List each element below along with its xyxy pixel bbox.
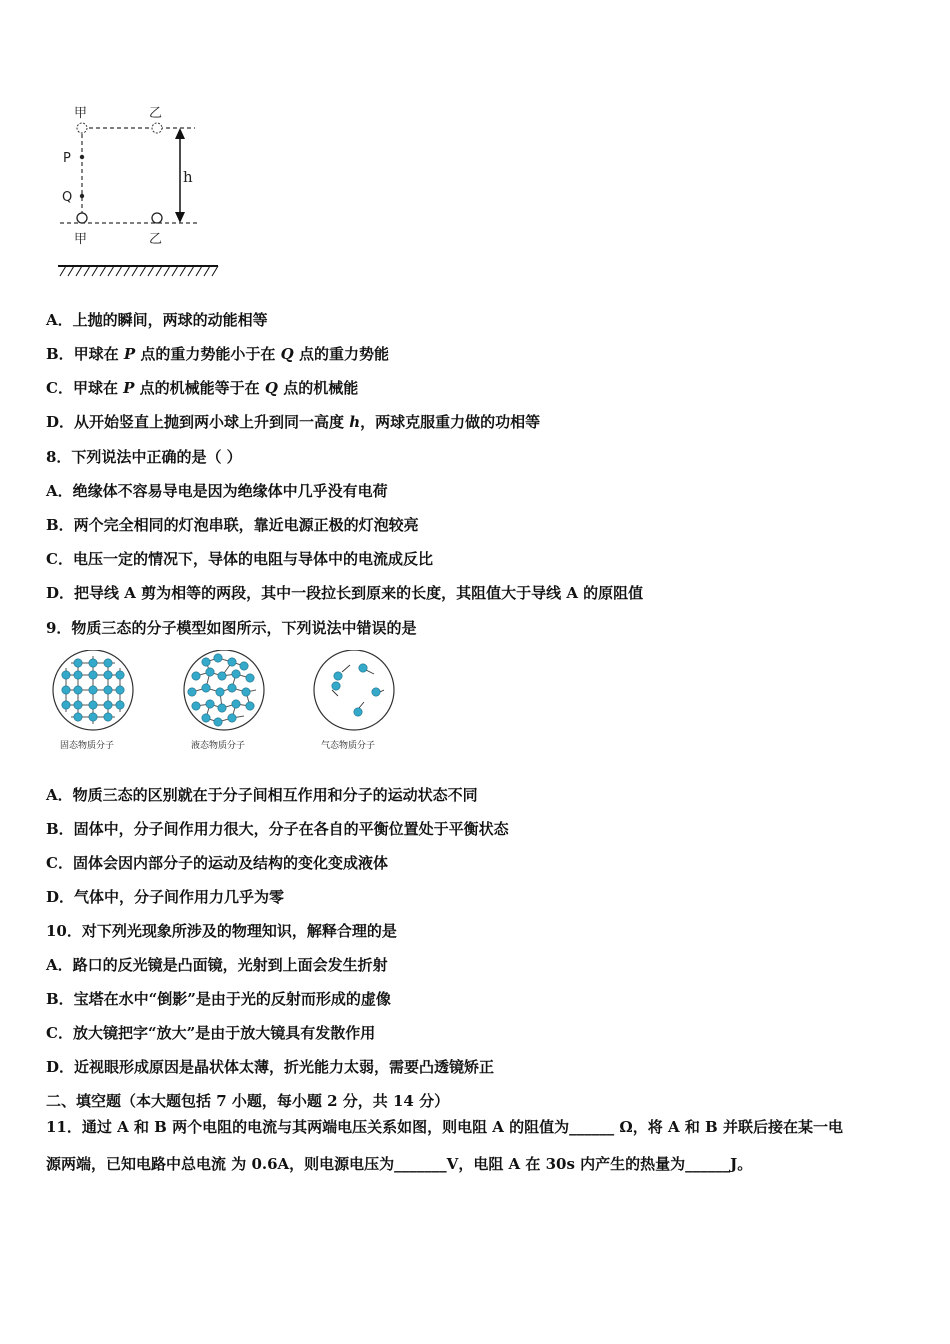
q9-option-d: D．气体中，分子间作用力几乎为零 [46,888,285,906]
q9-stem: 9．物质三态的分子模型如图所示，下列说法中错误的是 [46,619,417,637]
q7-option-d: D．从开始竖直上抛到两小球上升到同一高度 h，两球克服重力做的功相等 [46,413,541,431]
gas-model [314,650,394,751]
q8-option-a: A．绝缘体不容易导电是因为绝缘体中几乎没有电荷 [46,482,388,500]
caption-liquid: 液态物质分子 [191,741,246,751]
height-arrow-bottom [175,212,185,223]
solid-model [53,650,133,751]
label-q: Q [62,190,73,205]
label-jia-top: 甲 [74,106,88,121]
molecule-models [46,650,406,755]
projectile-diagram [50,98,230,283]
q7-option-b: B．甲球在 P 点的重力势能小于在 Q 点的重力势能 [46,345,389,363]
section-heading: 二、填空题（本大题包括 7 小题，每小题 2 分，共 14 分） [46,1092,450,1110]
q7-option-c: C．甲球在 P 点的机械能等于在 Q 点的机械能 [46,379,359,397]
q9-option-c: C．固体会因内部分子的运动及结构的变化变成液体 [46,854,388,872]
q10-option-d: D．近视眼形成原因是晶状体太薄，折光能力太弱，需要凸透镜矫正 [46,1058,495,1076]
q10-stem: 10．对下列光现象所涉及的物理知识，解释合理的是 [46,922,397,940]
q10-option-b: B．宝塔在水中“倒影”是由于光的反射而形成的虚像 [46,990,391,1008]
q9-option-a: A．物质三态的区别就在于分子间相互作用和分子的运动状态不同 [46,786,478,804]
q7-option-a: A．上抛的瞬间，两球的动能相等 [46,311,268,329]
ball-yi-top [152,123,162,133]
q8-option-c: C．电压一定的情况下，导体的电阻与导体中的电流成反比 [46,550,433,568]
q11-line-2: 源两端，已知电路中总电流 为 0.6A，则电源电压为_______V，电阻 A 在 30s 内产生的热量为______J。 [46,1155,753,1173]
ball-yi-bottom [152,213,162,223]
height-arrow-top [175,128,185,139]
label-jia-bottom: 甲 [74,232,88,247]
q10-option-a: A．路口的反光镜是凸面镜，光射到上面会发生折射 [46,956,388,974]
caption-gas: 气态物质分子 [321,741,376,751]
label-yi-bottom: 乙 [149,232,163,247]
label-yi-top: 乙 [149,106,163,121]
point-q [80,194,84,198]
caption-solid: 固态物质分子 [60,741,115,751]
q9-option-b: B．固体中，分子间作用力很大，分子在各自的平衡位置处于平衡状态 [46,820,509,838]
q8-option-b: B．两个完全相同的灯泡串联，靠近电源正极的灯泡较亮 [46,516,419,534]
label-h: h [183,168,193,186]
ball-jia-top [77,123,87,133]
point-p [80,155,84,159]
q11-line-1: 11．通过 A 和 B 两个电阻的电流与其两端电压关系如图，则电阻 A 的阻值为______ Ω，将 A 和 B 并联后接在某一电 [46,1118,843,1136]
q8-stem: 8．下列说法中正确的是（ ） [46,448,242,466]
liquid-model [184,650,264,751]
label-p: P [63,151,71,166]
ball-jia-bottom [77,213,87,223]
q8-option-d: D．把导线 A 剪为相等的两段，其中一段拉长到原来的长度，其阻值大于导线 A 的原阻值 [46,584,644,602]
q10-option-c: C．放大镜把字“放大”是由于放大镜具有发散作用 [46,1024,376,1042]
ground [58,266,218,276]
